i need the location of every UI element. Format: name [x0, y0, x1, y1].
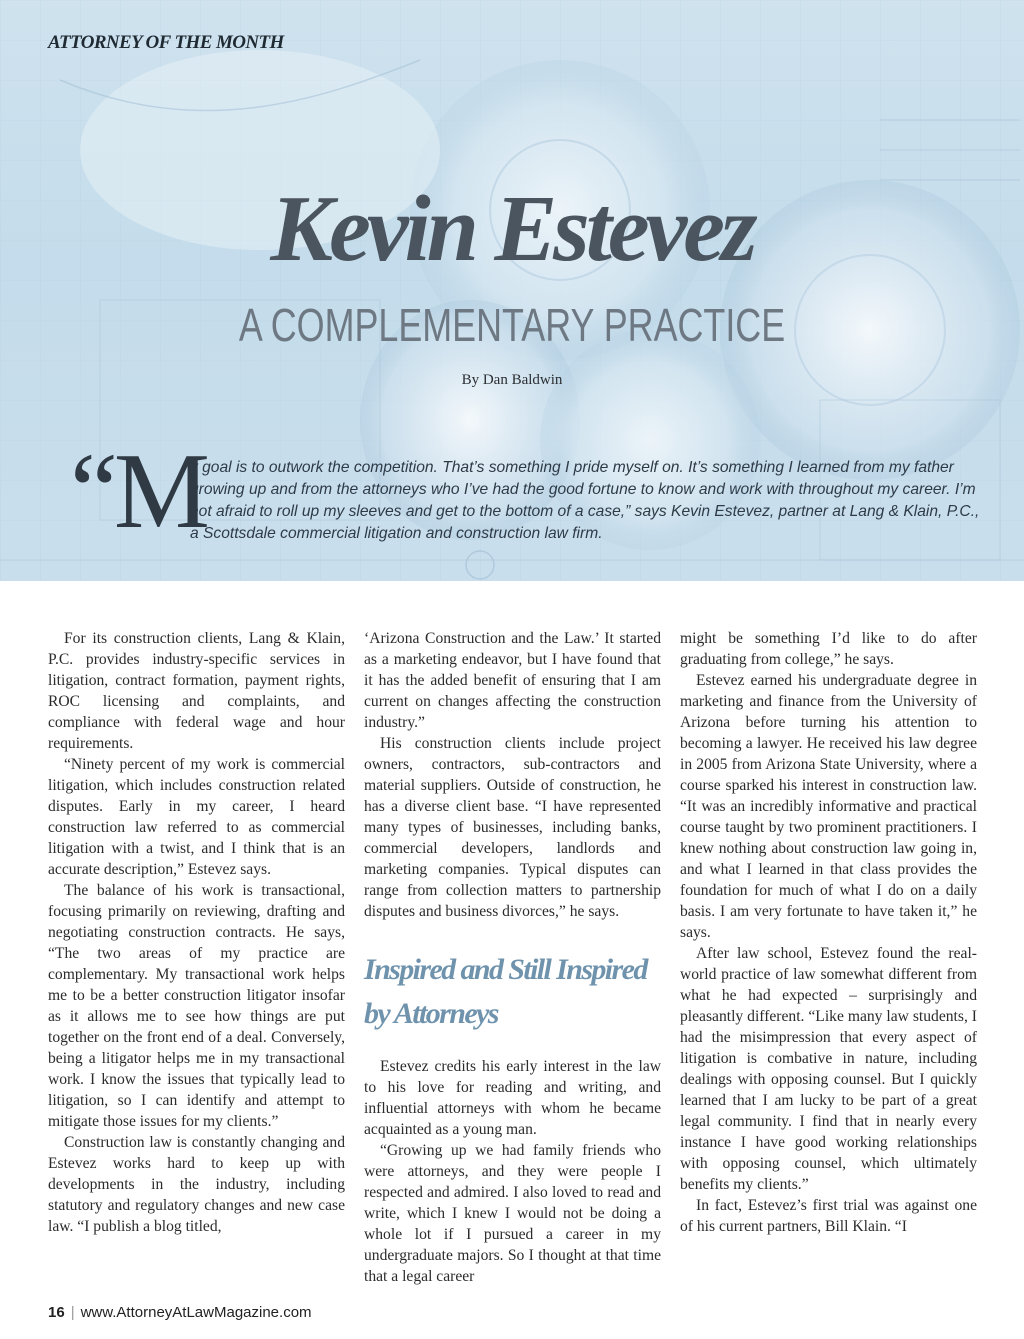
- paragraph: Estevez earned his undergraduate degree in marketing and finance from the University of Arizona before turning his attention to becoming a lawyer. He received his law degree in 2005 from Arizona State University, where a course sparked his interest in construction law. “It was an incredibly informative and practical course taught by two prominent practitioners. I knew nothing about construction law going in, and what I learned in that class provides the foundation for much of what I do on a daily basis. I am very fortunate to have taken it,” he says.: [680, 672, 977, 941]
- paragraph: Estevez credits his early interest in the law to his love for reading and writing, and influential attorneys with whom he became acquainted as a young man.: [364, 1058, 661, 1138]
- paragraph: In fact, Estevez’s first trial was against one of his current partners, Bill Klain. “I: [680, 1197, 977, 1235]
- paragraph: ‘Arizona Construction and the Law.’ It started as a marketing endeavor, but I have found that it has the added benefit of ensuring that I am current on changes affecting the construction industry.”: [364, 630, 661, 731]
- section-tag: ATTORNEY OF THE MONTH: [48, 32, 284, 53]
- section-subheading: Inspired and Still Inspired by Attorneys: [364, 953, 647, 1030]
- paragraph: The balance of his work is transactional, focusing primarily on reviewing, drafting and negotiating construction contracts. He says, “The two areas of my practice are complementary. My transactional work helps me to be a better construction litigator insofar as it allows me to see how things are put together on the front end of a deal. Conversely, being a litigator helps me in my transactional work. I know the issues that typically lead to litigation, so I can identify and attempt to mitigate those issues for my clients.”: [48, 882, 345, 1130]
- pull-quote-drop-cap: “M: [70, 432, 206, 551]
- article-column-3: [680, 628, 977, 1237]
- article-column-2: [364, 628, 661, 1287]
- paragraph: For its construction clients, Lang & Klain, P.C. provides industry-specific services in litigation, contract formation, payment rights, ROC licensing and complaints, and compliance with federal wage and hour requirements.: [48, 630, 345, 752]
- pull-quote: y goal is to outwork the competition. That’s something I pride myself on. It’s something I learned from my father growing up and from the attorneys who I’ve had the good fortune to know and work with throughout my career. I’m not afraid to roll up my sleeves and get to the bottom of a case,” says Kevin Estevez, partner at Lang & Klain, P.C., a Scottsdale commercial litigation and construction law firm.: [190, 459, 980, 542]
- hero-banner: [0, 0, 1024, 581]
- article-column-1: [48, 628, 345, 1237]
- paragraph: His construction clients include project owners, contractors, sub-contractors and material suppliers. Outside of construction, he has a diverse client base. “I have represented many types of businesses, including banks, commercial developers, landlords and marketing companies. Typical disputes can range from collection matters to partnership disputes and business divorces,” he says.: [364, 735, 661, 920]
- page-number: 16: [48, 1304, 65, 1321]
- page-footer: [48, 1304, 312, 1321]
- footer-separator: |: [70, 1304, 75, 1321]
- headline: Kevin Estevez: [270, 177, 754, 281]
- paragraph: Construction law is constantly changing and Estevez works hard to keep up with developments in the industry, including statutory and regulatory changes and new case law. “I publish a blog titled,: [48, 1134, 345, 1235]
- paragraph: “Growing up we had family friends who were attorneys, and they were people I respected and admired. I also loved to read and write, which I knew I would not be doing a whole lot if I pursued a career in my undergraduate majors. So I thought at that time that a legal career: [364, 1142, 661, 1285]
- byline: By Dan Baldwin: [461, 372, 563, 388]
- paragraph: After law school, Estevez found the real-world practice of law somewhat different from what he had expected – surprisingly and pleasantly different. “Like many law students, I had the misimpression that every aspect of litigation is combative in nature, including dealings with opposing counsel. But I quickly learned that I am lucky to be part of a great legal community. I find that in nearly every instance I have good working relationships with opposing counsel, which ultimately benefits my clients.”: [680, 945, 977, 1193]
- subheadline: A COMPLEMENTARY PRACTICE: [238, 299, 786, 351]
- paragraph: might be something I’d like to do after graduating from college,” he says.: [680, 630, 977, 668]
- website-link[interactable]: www.AttorneyAtLawMagazine.com: [80, 1304, 312, 1321]
- paragraph: “Ninety percent of my work is commercial litigation, which includes construction related disputes. Early in my career, I heard construction law referred to as commercial litigation with a twist, and I think that is an accurate description,” Estevez says.: [48, 756, 345, 878]
